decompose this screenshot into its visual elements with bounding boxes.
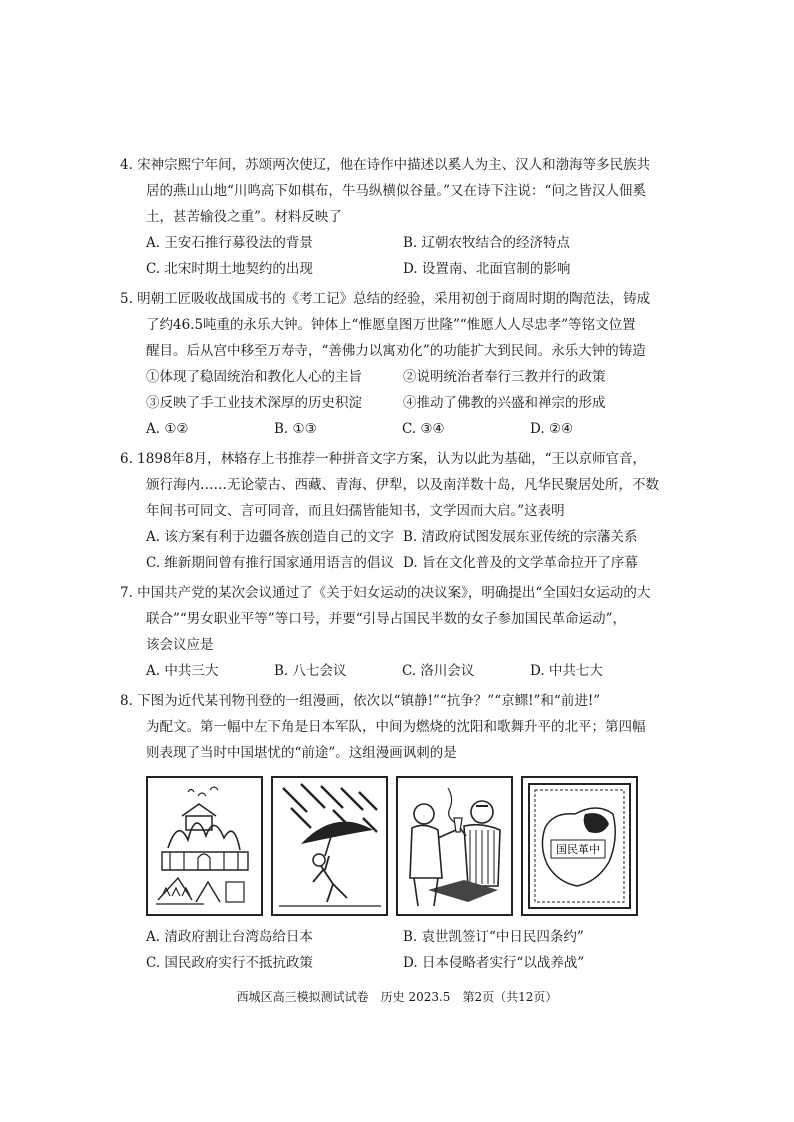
comic-panel-3 xyxy=(396,776,513,916)
question-5-statements-row-1 xyxy=(120,364,660,390)
comic-4-caption: 国民革中 xyxy=(556,843,600,856)
question-6-option-c[interactable]: C. 维新期间曾有推行国家通用语言的倡议 xyxy=(146,555,394,571)
question-5-stem-line-1: 5. 明朝工匠吸收战国成书的《考工记》总结的经验，采用初创于商周时期的陶范法，铸成 xyxy=(120,291,651,307)
question-7-stem-line-3: 该会议应是 xyxy=(146,637,214,653)
question-4-options-row-2 xyxy=(120,256,660,282)
question-4-option-c[interactable]: C. 北宋时期土地契约的出现 xyxy=(146,261,313,277)
question-7 xyxy=(120,580,660,684)
question-5-statement-1: ①体现了稳固统治和教化人心的主旨 xyxy=(146,369,362,385)
comic-panel-4 xyxy=(521,776,638,916)
question-5-statements-row-2 xyxy=(120,390,660,416)
question-4-stem-line-1: 4. 宋神宗熙宁年间，苏颂两次使辽，他在诗作中描述以奚人为主、汉人和渤海等多民族共 xyxy=(120,157,651,173)
question-6 xyxy=(120,446,660,576)
question-6-stem-line-2: 颁行海内……无论蒙古、西藏、青海、伊犁，以及南洋数十岛，凡华民聚居处所，不数 xyxy=(146,477,659,493)
question-4-stem-line-2: 居的燕山山地“川鸣高下如棋布，牛马纵横似谷量。”又在诗下注说：“问之皆汉人佃奚 xyxy=(146,183,646,199)
question-6-option-b[interactable]: B. 清政府试图发展东亚传统的宗藩关系 xyxy=(403,529,638,545)
question-8-stem-line-3: 则表现了当时中国堪忧的“前途”。这组漫画讽刺的是 xyxy=(146,745,457,761)
question-6-stem-line-3: 年间书可同文、言可同音，而且妇孺皆能知书，文学因而大启。”这表明 xyxy=(146,503,565,519)
question-4-option-a[interactable]: A. 王安石推行募役法的背景 xyxy=(146,235,313,251)
question-6-option-a[interactable]: A. 该方案有利于边疆各族创造自己的文字 xyxy=(146,529,394,545)
question-8-options-row-1 xyxy=(120,924,660,950)
question-7-stem-line-1: 7. 中国共产党的某次会议通过了《关于妇女运动的决议案》，明确提出“全国妇女运动的大 xyxy=(120,585,651,601)
comic-panel-2 xyxy=(271,776,388,916)
question-8-option-a[interactable]: A. 清政府割让台湾岛给日本 xyxy=(146,929,313,945)
question-8-option-d[interactable]: D. 日本侵略者实行“以战养战” xyxy=(403,955,585,971)
question-5-option-c[interactable]: C. ③④ xyxy=(402,421,445,437)
question-8-stem-line-1: 8. 下图为近代某刊物刊登的一组漫画，依次以“镇静!”“抗争？”“京鳏!”和“前进!” xyxy=(120,693,601,709)
question-8 xyxy=(120,688,660,976)
question-8-stem-line-2: 为配文。第一幅中左下角是日本军队，中间为燃烧的沈阳和歌舞升平的北平；第四幅 xyxy=(146,719,646,735)
question-6-option-d[interactable]: D. 旨在文化普及的文学革命拉开了序幕 xyxy=(403,555,638,571)
question-4-options-row-1 xyxy=(120,230,660,256)
framed-map-illustration xyxy=(523,778,636,914)
question-7-option-c[interactable]: C. 洛川会议 xyxy=(402,663,475,679)
question-5-option-a[interactable]: A. ①② xyxy=(146,421,189,437)
question-4-option-d[interactable]: D. 设置南、北面官制的影响 xyxy=(403,261,571,277)
question-5-stem-line-2: 了约46.5吨重的永乐大钟。钟体上“惟愿皇图万世隆”“惟愿人人尽忠孝”等铭文位置 xyxy=(146,317,636,333)
page-footer: 西城区高三模拟测试试卷 历史 2023.5 第2页（共12页） xyxy=(236,990,558,1004)
question-7-option-a[interactable]: A. 中共三大 xyxy=(146,663,219,679)
question-5-statement-2: ②说明统治者奉行三教并行的政策 xyxy=(403,369,606,385)
question-7-option-d[interactable]: D. 中共七大 xyxy=(530,663,603,679)
question-5-statement-4: ④推动了佛教的兴盛和禅宗的形成 xyxy=(403,395,606,411)
question-5-stem-line-3: 醒目。后从宫中移至万寿寺，“善佛力以寓劝化”的功能扩大到民间。永乐大钟的铸造 xyxy=(146,343,646,359)
question-7-option-b[interactable]: B. 八七会议 xyxy=(274,663,347,679)
question-7-options xyxy=(120,658,660,684)
question-6-options-row-2 xyxy=(120,550,660,576)
question-4 xyxy=(120,152,660,282)
exam-page xyxy=(120,152,660,980)
toasting-men-illustration xyxy=(398,778,511,914)
question-5 xyxy=(120,286,660,442)
burning-city-illustration xyxy=(148,778,261,914)
comic-panel-1 xyxy=(146,776,263,916)
question-5-statement-3: ③反映了手工业技术深厚的历史积淀 xyxy=(146,395,362,411)
question-8-option-b[interactable]: B. 袁世凯签订“中日民四条约” xyxy=(403,929,584,945)
umbrella-man-illustration xyxy=(273,778,386,914)
question-8-options-row-2 xyxy=(120,950,660,976)
question-7-stem-line-2: 联合”“男女职业平等”等口号，并要“引导占国民半数的女子参加国民革命运动”， xyxy=(146,611,627,627)
question-4-stem-line-3: 土，甚苦输役之重”。材料反映了 xyxy=(146,209,342,225)
comic-strip xyxy=(146,776,660,916)
question-4-option-b[interactable]: B. 辽朝农牧结合的经济特点 xyxy=(403,235,571,251)
question-6-options-row-1 xyxy=(120,524,660,550)
question-6-stem-line-1: 6. 1898年8月，林辂存上书推荐一种拼音文字方案，认为以此为基础，“王以京师官音， xyxy=(120,451,647,467)
question-8-option-c[interactable]: C. 国民政府实行不抵抗政策 xyxy=(146,955,313,971)
question-5-option-b[interactable]: B. ①③ xyxy=(274,421,317,437)
question-5-options xyxy=(120,416,660,442)
question-5-option-d[interactable]: D. ②④ xyxy=(530,421,574,437)
